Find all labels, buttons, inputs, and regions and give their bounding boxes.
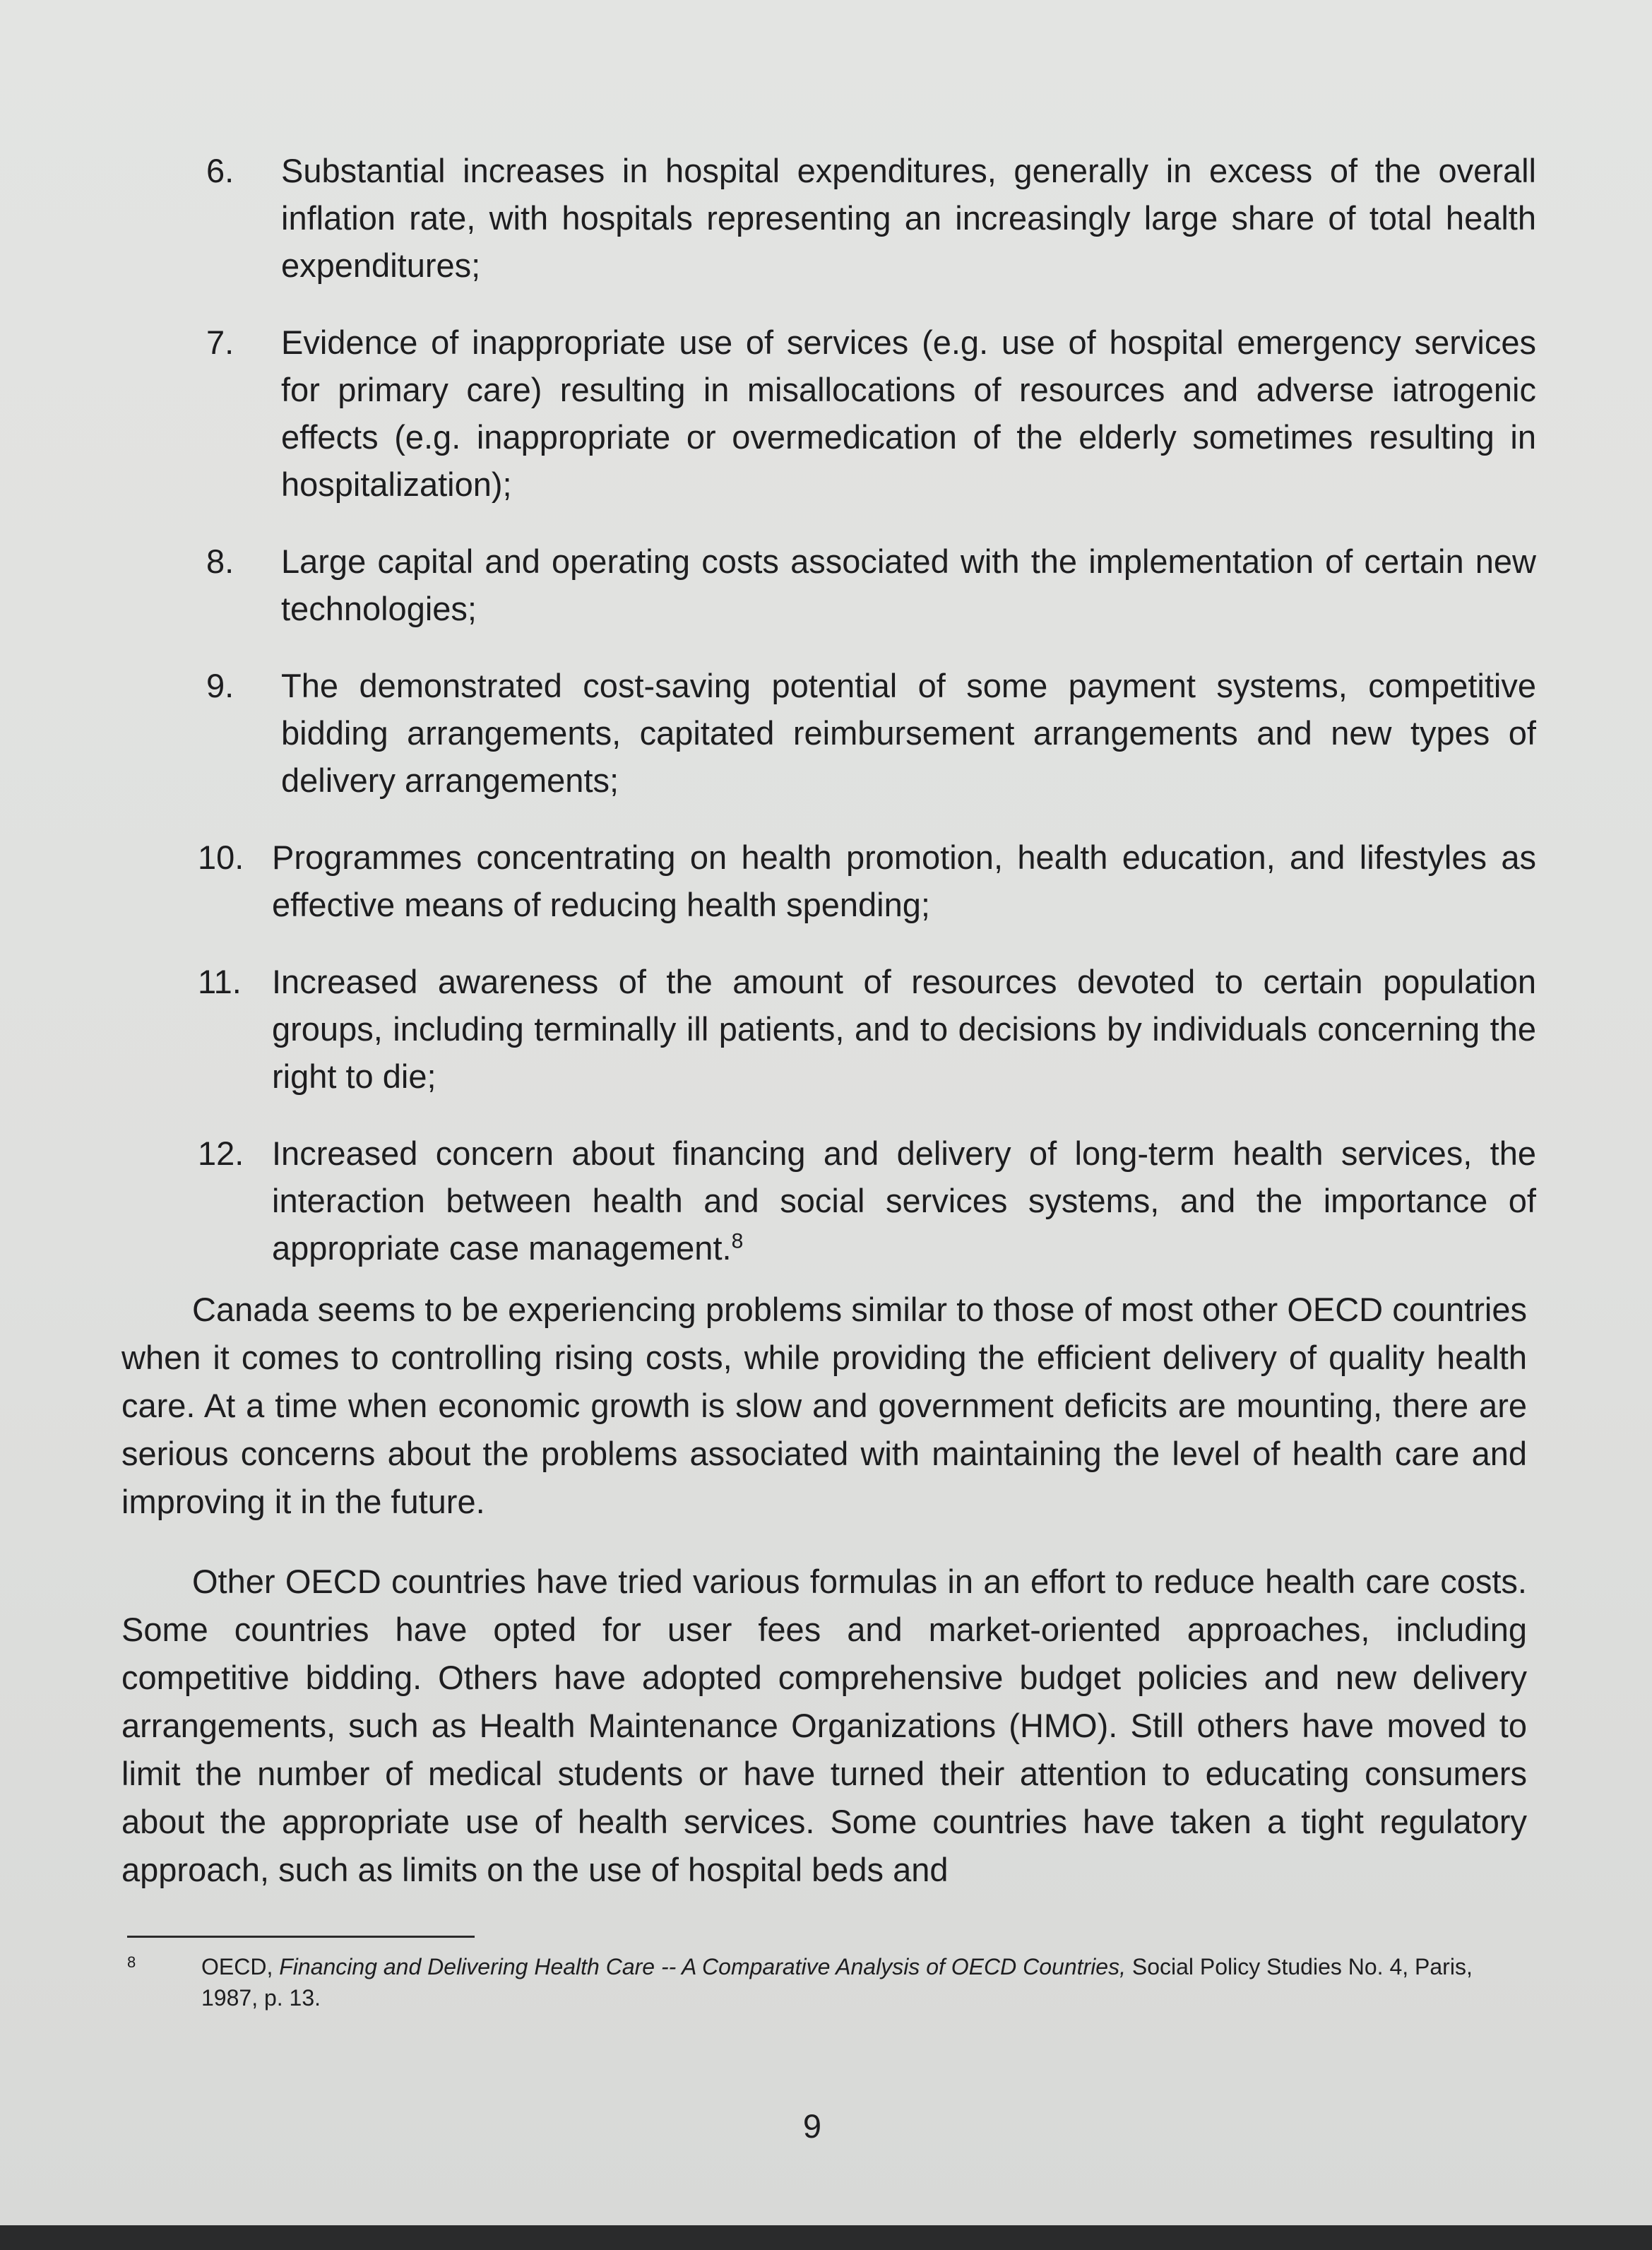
footnote-divider [127,1936,475,1938]
numbered-list [198,147,1536,1301]
list-item-text: Large capital and operating costs associated with the implementation of certain new technologies; [281,543,1536,627]
list-item-number: 9. [206,667,234,704]
list-item-number: 10. [198,839,244,876]
list-item [198,662,1536,804]
footnote-suffix: Social Policy Studies No. 4, Paris, 1987, p. 13. [201,1954,1473,2011]
list-item-text: The demonstrated cost-saving potential of some payment systems, competitive bidding arrangements, capitated reimbursement arrangements and new types of delivery arrangements; [281,667,1536,799]
body-paragraph: Other OECD countries have tried various formulas in an effort to reduce health care costs. Some countries have opted for user fees and market-oriented approaches, including competitive bidding. Others have adopted comprehensive budget policies and new delivery arrangements, such as Health Maintenance Organizations (HMO). Still others have moved to limit the number of medical students or have turned their attention to educating consumers about the appropriate use of health services. Some countries have taken a tight regulatory approach, such as limits on the use of hospital beds and [121,1563,1527,1888]
list-item [198,958,1536,1100]
page-bottom-edge [0,2225,1652,2250]
list-item-text: Increased awareness of the amount of resources devoted to certain population groups, including terminally ill patients, and to decisions by individuals concerning the right to die; [272,963,1536,1095]
list-item-number: 12. [198,1135,244,1172]
body-paragraph: Canada seems to be experiencing problems similar to those of most other OECD countries when it comes to controlling rising costs, while providing the efficient delivery of quality health care. At a time when economic growth is slow and government deficits are mounting, there are serious concerns about the problems associated with maintaining the level of health care and improving it in the future. [121,1291,1527,1520]
list-item-number: 7. [206,324,234,361]
list-item-text: Increased concern about financing and delivery of long-term health services, the interaction between health and social services systems, and the importance of appropriate case management. [272,1135,1536,1267]
list-item [198,1130,1536,1272]
list-item-number: 11. [198,963,242,1000]
list-item [198,319,1536,508]
footnote-title: Financing and Delivering Health Care -- A Comparative Analysis of OECD Countries, [279,1954,1126,1979]
list-item-number: 8. [206,543,234,580]
list-item-text: Programmes concentrating on health promotion, health education, and lifestyles as effective means of reducing health spending; [272,839,1536,923]
list-item [198,834,1536,928]
footnote [127,1951,1526,2013]
list-item [198,147,1536,289]
list-item [198,538,1536,632]
footnote-text [127,1951,1526,2013]
footnote-reference: 8 [731,1229,744,1253]
list-item-text: Substantial increases in hospital expenditures, generally in excess of the overall inflation rate, with hospitals representing an increasingly large share of total health expenditures; [281,152,1536,284]
footnote-prefix: OECD, [201,1954,280,1979]
page-number: 9 [802,2107,822,2145]
list-item-number: 6. [206,152,234,189]
footnote-mark: 8 [127,1953,136,1971]
list-item-text: Evidence of inappropriate use of services (e.g. use of hospital emergency services for primary care) resulting in misallocations of resources and adverse iatrogenic effects (e.g. inappropriate or overmedication of the elderly sometimes resulting in hospitalization); [281,324,1536,503]
